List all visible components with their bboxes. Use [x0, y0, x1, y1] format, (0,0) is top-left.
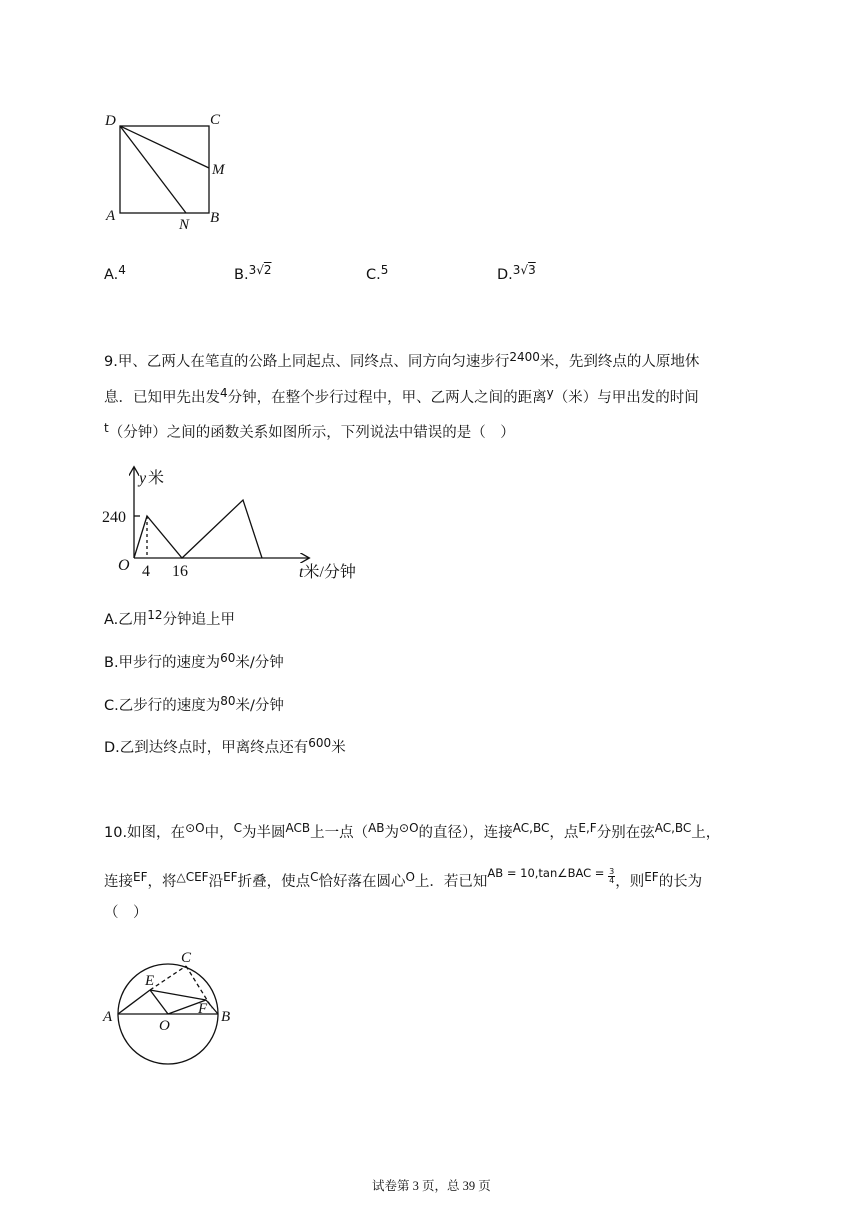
x-tick-16: 16 [172, 563, 188, 580]
svg-text:米: 米 [148, 470, 165, 487]
label-D: D [105, 113, 116, 129]
label-M: M [212, 162, 225, 178]
label-N: N [179, 217, 190, 233]
q9-line-1: 9.甲、乙两人在笔直的公路上同起点、同终点、同方向匀速步行$^{2400}$米，先到终点的人原地休 [104, 350, 700, 370]
label-A: A [106, 208, 116, 224]
y-tick-240: 240 [102, 509, 126, 526]
q10-line-2: 连接$^{EF}$，将$^{\triangle CEF}$沿$^{EF}$折叠，使点$^C$恰好落在圆心$^O$上．若已知$^{AB = 10,tan\angle BAC =}$ $\frac{3}{4}$ ，则$^{EF}$的长为 [104, 866, 703, 890]
q8-option-a: A.$^4$ [104, 263, 126, 283]
q8-option-b: B.$^{3√2}$ [234, 263, 272, 283]
q9-option-d: D.乙到达终点时，甲离终点还有$^{600}$米 [104, 736, 346, 756]
q9-line-2: 息．已知甲先出发$^4$分钟，在整个步行过程中，甲、乙两人之间的距离$^y$（米）与甲出发的时间 [104, 386, 699, 406]
label-O: O [159, 1018, 170, 1034]
label-C: C [210, 112, 221, 128]
page-footer: 试卷第 3 页，总 39 页 [372, 1179, 491, 1193]
label-B: B [210, 210, 220, 226]
q8-option-d: D.$^{3√3}$ [497, 263, 536, 283]
q9-option-b: B.甲步行的速度为$^{60}$米/分钟 [104, 651, 284, 671]
q8-option-c: C.$^5$ [366, 263, 389, 283]
label-B: B [221, 1009, 231, 1025]
q9-option-c: C.乙步行的速度为$^{80}$米/分钟 [104, 694, 284, 714]
q9-line-3: $^t$（分钟）之间的函数关系如图所示，下列说法中错误的是（ ） [104, 421, 515, 441]
q10-line-1: 10.如图，在$^{⊙O}$中，$^C$为半圆$^{ACB}$上一点（$^{AB}$为$^{⊙O}$的直径），连接$^{AC,BC}$，点$^{E,F}$分别在弦$^{AC,BC}$上， [104, 821, 721, 841]
label-C: C [181, 950, 192, 966]
svg-text:t米/分钟: t米/分钟 [299, 564, 356, 581]
origin-label: O [118, 557, 130, 574]
label-E: E [145, 973, 155, 989]
q9-option-a: A.乙用$^{12}$分钟追上甲 [104, 608, 236, 628]
q10-line-3: （ ） [104, 905, 148, 921]
label-A: A [103, 1009, 113, 1025]
label-F: F [198, 1001, 208, 1017]
y-axis-label: y [139, 470, 147, 487]
x-tick-4: 4 [142, 563, 150, 580]
